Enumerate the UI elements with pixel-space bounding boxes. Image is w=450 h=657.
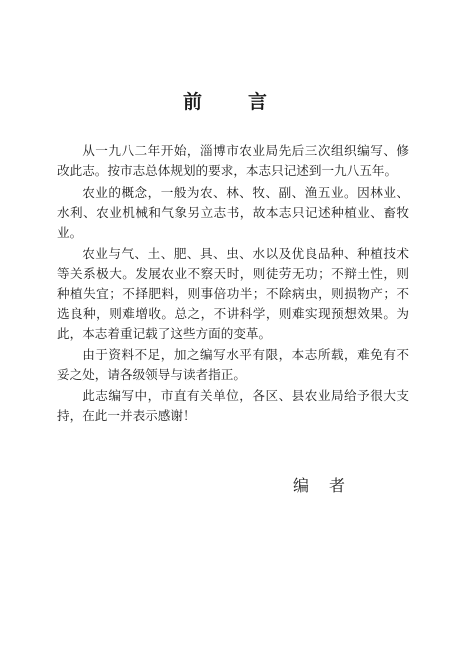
paragraph-4: 由于资料不足，加之编写水平有限，本志所载，难免有不妥之处，请各级领导与读者指正。	[57, 347, 409, 382]
paragraph-3: 农业与气、土、肥、具、虫、水以及优良品种、种植技术等关系极大。发展农业不察天时，则徒劳无功；不辩土性，则种植失宜；不择肥料，则事倍功半；不除病虫，则损物产；不选良种，则难增收。总之，不讲科学，则难实现预想效果。为此，本志着重记载了这些方面的变革。	[57, 246, 409, 341]
paragraph-2: 农业的概念，一般为农、林、牧、副、渔五业。因林业、水利、农业机械和气象另立志书，故本志只记述种植业、畜牧业。	[57, 185, 409, 240]
preface-body	[57, 141, 409, 426]
page-title: 前言	[182, 91, 313, 113]
author-signature: 编者	[293, 476, 366, 495]
paragraph-5: 此志编写中，市直有关单位，各区、县农业局给予很大支持，在此一并表示感谢！	[57, 388, 409, 423]
paragraph-1: 从一九八二年开始，淄博市农业局先后三次组织编写、修改此志。按市志总体规划的要求，本志只记述到一九八五年。	[57, 143, 409, 178]
